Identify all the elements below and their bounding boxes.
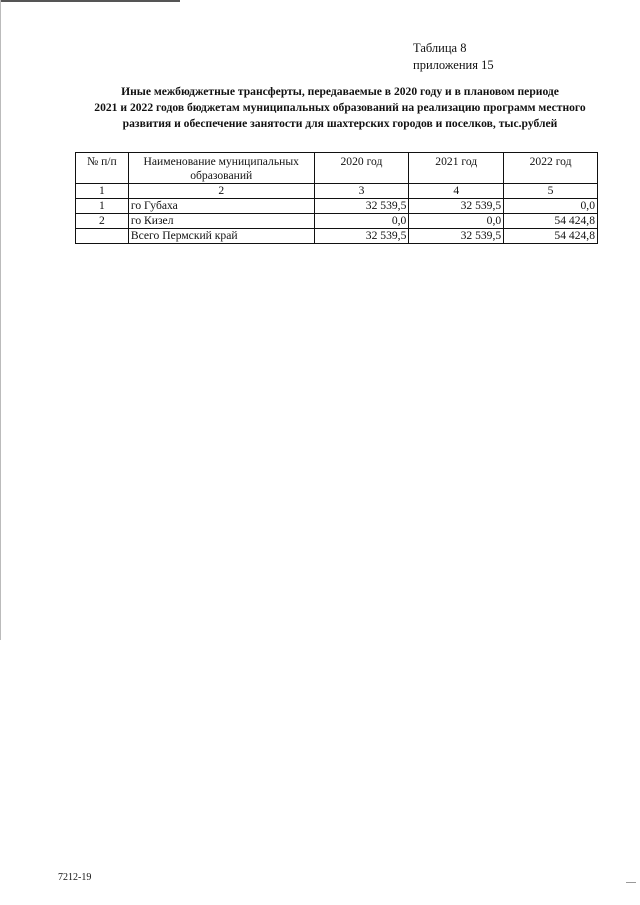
row-2020: 32 539,5	[314, 199, 409, 214]
colnum-4: 4	[409, 184, 504, 199]
row-2021: 0,0	[409, 214, 504, 229]
column-number-row	[76, 184, 598, 199]
row-2021: 32 539,5	[409, 199, 504, 214]
table-row	[76, 214, 598, 229]
caption-table-number: Таблица 8	[413, 41, 467, 55]
row-num: 1	[76, 199, 129, 214]
row-2020: 0,0	[314, 214, 409, 229]
row-2022: 0,0	[504, 199, 598, 214]
caption-appendix: приложения 15	[413, 58, 494, 72]
row-name: го Кизел	[128, 214, 314, 229]
row-2022: 54 424,8	[504, 214, 598, 229]
colnum-5: 5	[504, 184, 598, 199]
title-line-3: развития и обеспечение занятости для шахтерских городов и поселков, тыс.рублей	[122, 117, 558, 130]
row-name: го Губаха	[128, 199, 314, 214]
table-row	[76, 199, 598, 214]
table-header-row	[76, 153, 598, 184]
top-edge-line	[0, 0, 180, 2]
transfers-table	[75, 152, 598, 244]
table-total-row	[76, 229, 598, 244]
title-line-2: 2021 и 2022 годов бюджетам муниципальных образований на реализацию программ местного	[94, 101, 586, 114]
header-2022: 2022 год	[504, 153, 598, 184]
row-2020: 32 539,5	[314, 229, 409, 244]
document-title	[60, 84, 620, 132]
row-2021: 32 539,5	[409, 229, 504, 244]
row-num: 2	[76, 214, 129, 229]
left-edge-line	[0, 0, 1, 640]
title-line-1: Иные межбюджетные трансферты, передаваемые в 2020 году и в плановом периоде	[121, 85, 559, 98]
header-2021: 2021 год	[409, 153, 504, 184]
row-num	[76, 229, 129, 244]
document-code: 7212-19	[58, 872, 92, 883]
row-2022: 54 424,8	[504, 229, 598, 244]
colnum-1: 1	[76, 184, 129, 199]
row-name: Всего Пермский край	[128, 229, 314, 244]
header-num: № п/п	[76, 153, 129, 184]
header-name: Наименование муниципальных образований	[128, 153, 314, 184]
table-caption	[413, 40, 494, 74]
header-2020: 2020 год	[314, 153, 409, 184]
corner-mark	[626, 882, 636, 883]
colnum-2: 2	[128, 184, 314, 199]
colnum-3: 3	[314, 184, 409, 199]
